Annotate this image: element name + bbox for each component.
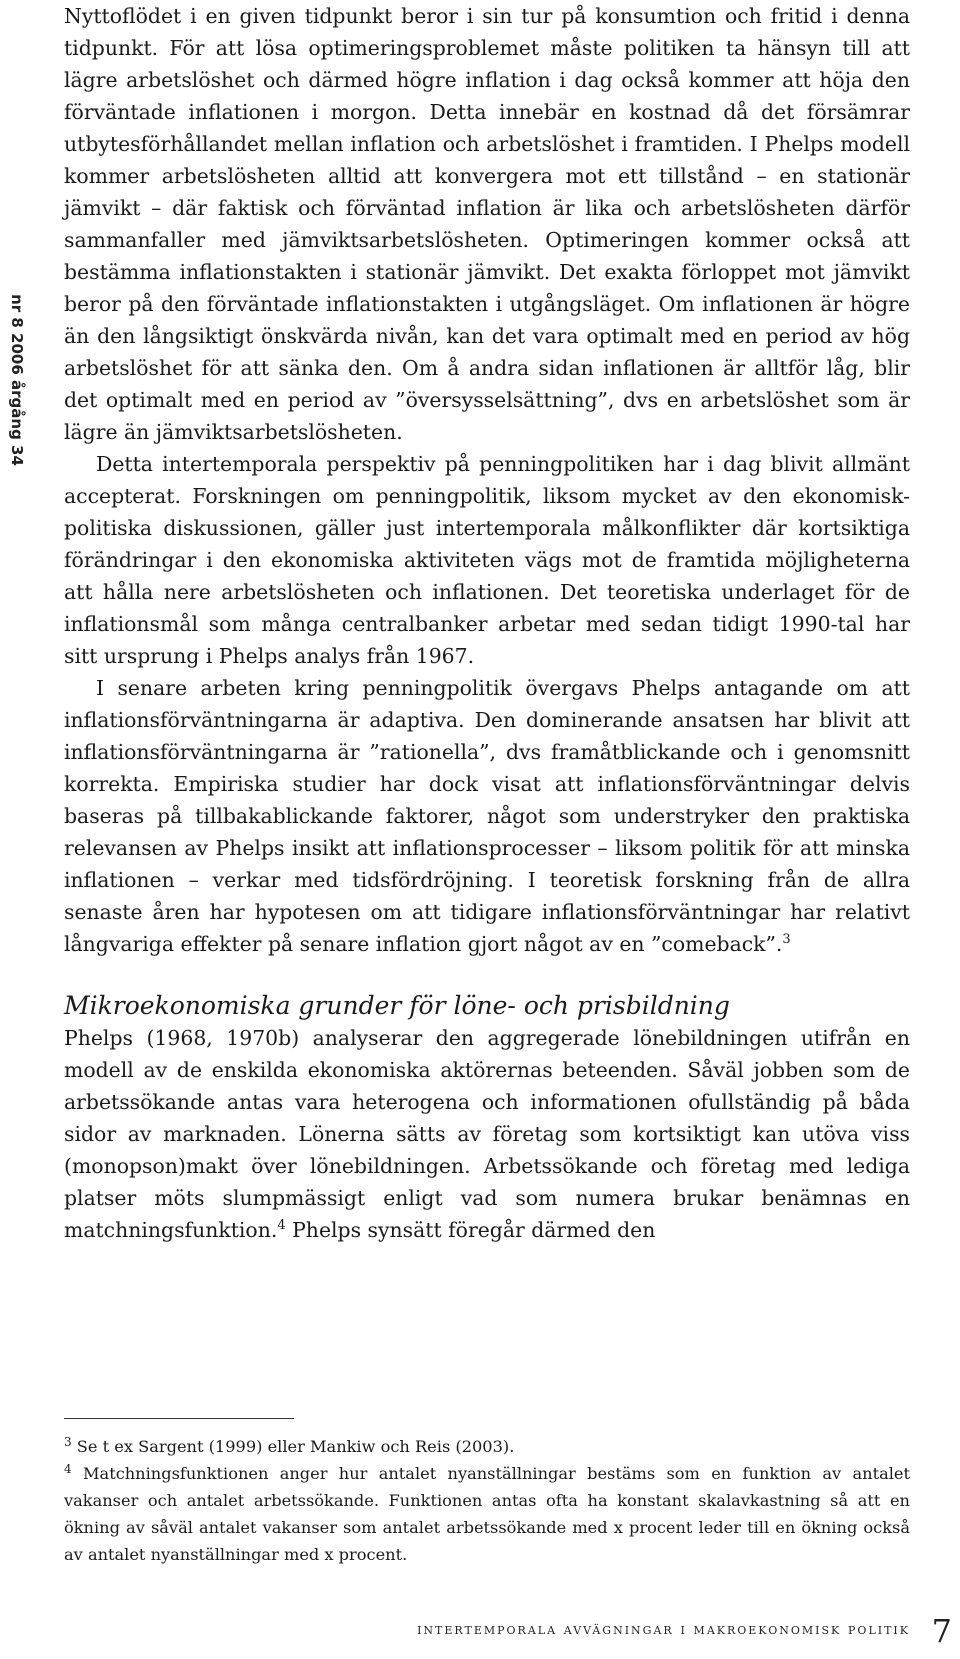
paragraph-3-text: I senare arbeten kring penningpolitik övergavs Phelps antagande om att inflationsförväntningarna är adaptiva. Den dominerande ansatsen har blivit att inflationsförväntningarna är ”rationella”, dvs framåtblickande och i genomsnitt korrekta. Empiriska studier har dock visat att inflationsförväntningar delvis baseras på tillbakablickande faktorer, något som understryker den praktiska relevansen av Phelps insikt att inflationsprocesser – liksom politik för att minska inflationen – verkar med tidsfördröjning. I teoretisk forskning från de allra senaste åren har hypotesen om att tidigare inflationsförväntningar har relativt långvariga effekter på senare inflation gjort något av en ”comeback”.: [64, 676, 910, 956]
footnote-ref-3: 3: [782, 932, 791, 947]
body-text: [64, 0, 910, 960]
footnote-3-text: Se t ex Sargent (1999) eller Mankiw och Reis (2003).: [71, 1437, 515, 1456]
footnote-ref-4: 4: [277, 1218, 286, 1233]
running-title: intertemporala avvägningar i makroekonomisk politik: [417, 1620, 910, 1638]
footnotes: [64, 1418, 910, 1568]
paragraph-3: [64, 672, 910, 960]
section-body-text: [64, 1022, 910, 1246]
paragraph-4-text-after: Phelps synsätt föregår därmed den: [285, 1218, 656, 1242]
running-footer: [64, 1620, 910, 1638]
footnote-number-3: 3: [64, 1435, 72, 1449]
paragraph-2: Detta intertemporala perspektiv på penningpolitiken har i dag blivit allmänt accepterat. Forskningen om penningpolitik, liksom mycket av den ekonomisk-politiska diskussionen, gäller just intertemporala målkonflikter där kortsiktiga förändringar i den ekonomiska aktiviteten vägs mot de framtida möjligheterna att hålla nere arbetslösheten och inflationen. Det teoretiska underlaget för de inflationsmål som många centralbanker arbetar med sedan tidigt 1990-tal har sitt ursprung i Phelps analys från 1967.: [64, 452, 910, 668]
page-number: 7: [931, 1612, 952, 1650]
footnote-4: [64, 1460, 910, 1568]
paragraph-4: [64, 1022, 910, 1246]
paragraph-1: Nyttoflödet i en given tidpunkt beror i sin tur på konsumtion och fritid i denna tidpunkt. För att lösa optimeringsproblemet måste politiken ta hänsyn till att lägre arbetslöshet och därmed högre inflation i dag också kommer att höja den förväntade inflationen i morgon. Detta innebär en kostnad då det försämrar utbytesförhållandet mellan inflation och arbetslöshet i framtiden. I Phelps modell kommer arbetslösheten alltid att konvergera mot ett tillstånd – en stationär jämvikt – där faktisk och förväntad inflation är lika och arbetslösheten därför sammanfaller med jämviktsarbetslösheten. Optimeringen kommer också att bestämma inflationstakten i stationär jämvikt. Det exakta förloppet mot jämvikt beror på den förväntade inflationstakten i utgångsläget. Om inflationen är högre än den långsiktigt önskvärda nivån, kan det vara optimalt med en period av hög arbetslöshet för att sänka den. Om å andra sidan inflationen är alltför låg, blir det optimalt med en period av ”översysselsättning”, dvs en arbetslöshet som är lägre än jämviktsarbetslösheten.: [64, 4, 910, 444]
footnote-number-4: 4: [64, 1462, 72, 1476]
main-text-column: [64, 0, 910, 1246]
issue-side-label-text: nr 8 2006 årgång 34: [8, 294, 26, 466]
footnote-rule: [64, 1418, 294, 1419]
paragraph-4-text-before: Phelps (1968, 1970b) analyserar den aggregerade lönebildningen utifrån en modell av de enskilda ekonomiska aktörernas beteenden. Såväl jobben som de arbetssökande antas vara heterogena och informationen ofullständig på båda sidor av marknaden. Lönerna sätts av företag som kortsiktigt kan utöva viss (monopson)makt över lönebildningen. Arbetssökande och företag med lediga platser möts slumpmässigt enligt vad som numera brukar benämnas en matchningsfunktion.: [64, 1026, 910, 1242]
footnote-4-text: Matchningsfunktionen anger hur antalet nyanställningar bestäms som en funktion av antalet vakanser och antalet arbetssökande. Funktionen antas ofta ha konstant skalavkastning så att en ökning av såväl antalet vakanser som antalet arbetssökande med x procent leder till en ökning också av antalet nyanställningar med x procent.: [64, 1464, 910, 1564]
section-heading: Mikroekonomiska grunder för löne- och prisbildning: [64, 991, 730, 1020]
footnote-3: [64, 1433, 910, 1460]
issue-side-label: [0, 260, 34, 500]
